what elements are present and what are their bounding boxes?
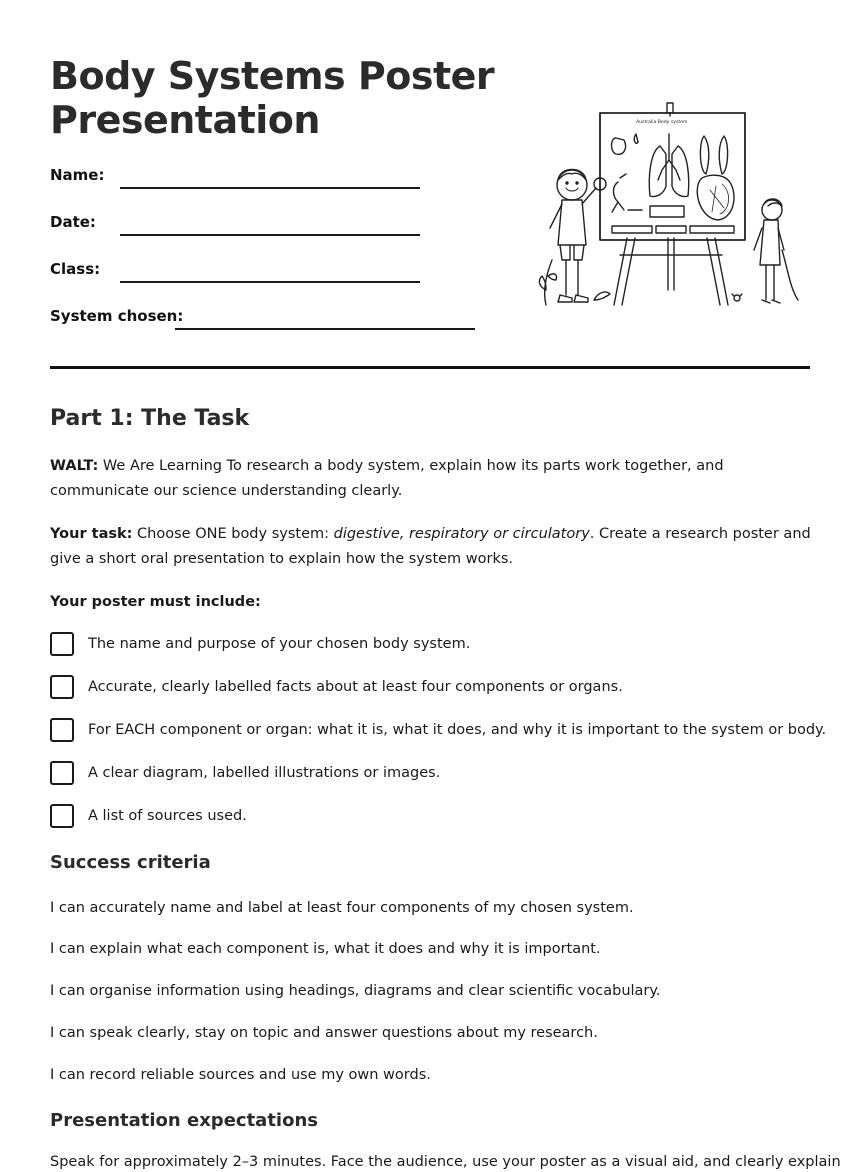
class-label: Class: <box>50 260 101 278</box>
success-criteria-item: I can record reliable sources and use my own words. <box>50 1067 431 1083</box>
checklist-item-text: A list of sources used. <box>88 808 247 824</box>
success-criteria-item: I can organise information using headings, diagrams and clear scientific vocabulary. <box>50 983 661 999</box>
name-field[interactable] <box>120 187 420 189</box>
checklist-item-text: Accurate, clearly labelled facts about at least four components or organs. <box>88 679 623 695</box>
task-paragraph <box>50 522 815 572</box>
walt-text: We Are Learning To research a body system, explain how its parts work together, and communicate our science understanding clearly. <box>50 458 724 499</box>
task-label: Your task: <box>50 526 133 542</box>
walt-paragraph <box>50 454 815 504</box>
system-chosen-label: System chosen: <box>50 307 184 325</box>
checkbox[interactable] <box>50 632 74 656</box>
success-criteria-heading: Success criteria <box>50 852 211 873</box>
task-text-2: . Create a research poster and give a short oral presentation to explain how the system works. <box>50 526 811 567</box>
poster-easel-illustration <box>532 100 792 312</box>
header-divider <box>50 366 810 369</box>
checkbox[interactable] <box>50 761 74 785</box>
success-criteria-item: I can speak clearly, stay on topic and answer questions about my research. <box>50 1025 598 1041</box>
name-label: Name: <box>50 166 105 184</box>
checklist-item <box>50 718 830 742</box>
date-label: Date: <box>50 213 96 231</box>
checklist-item <box>50 675 830 699</box>
success-criteria-item: I can accurately name and label at least four components of my chosen system. <box>50 900 634 916</box>
checklist-item <box>50 632 830 656</box>
task-systems: digestive, respiratory or circulatory <box>333 526 590 542</box>
system-chosen-field[interactable] <box>175 328 475 330</box>
walt-label: WALT: <box>50 458 99 474</box>
success-criteria-item: I can explain what each component is, what it does and why it is important. <box>50 941 601 957</box>
date-field[interactable] <box>120 234 420 236</box>
presentation-expectations-text: Speak for approximately 2–3 minutes. Face the audience, use your poster as a visual aid, and clearly explain <box>50 1154 841 1170</box>
checklist-item <box>50 804 830 828</box>
must-include-title: Your poster must include: <box>50 594 261 610</box>
checkbox[interactable] <box>50 804 74 828</box>
poster-title-text: Australia Body system <box>636 120 688 125</box>
checklist-item-text: For EACH component or organ: what it is, what it does, and why it is important to the system or body. <box>88 722 827 738</box>
class-field[interactable] <box>120 281 420 283</box>
checkbox[interactable] <box>50 675 74 699</box>
checklist-item-text: The name and purpose of your chosen body system. <box>88 636 471 652</box>
checklist-item-text: A clear diagram, labelled illustrations or images. <box>88 765 441 781</box>
page-title: Body Systems Poster Presentation <box>50 54 495 142</box>
checkbox[interactable] <box>50 718 74 742</box>
part1-heading: Part 1: The Task <box>50 406 250 431</box>
presentation-expectations-heading: Presentation expectations <box>50 1110 318 1131</box>
task-text-1: Choose ONE body system: <box>132 526 334 542</box>
checklist-item <box>50 761 830 785</box>
